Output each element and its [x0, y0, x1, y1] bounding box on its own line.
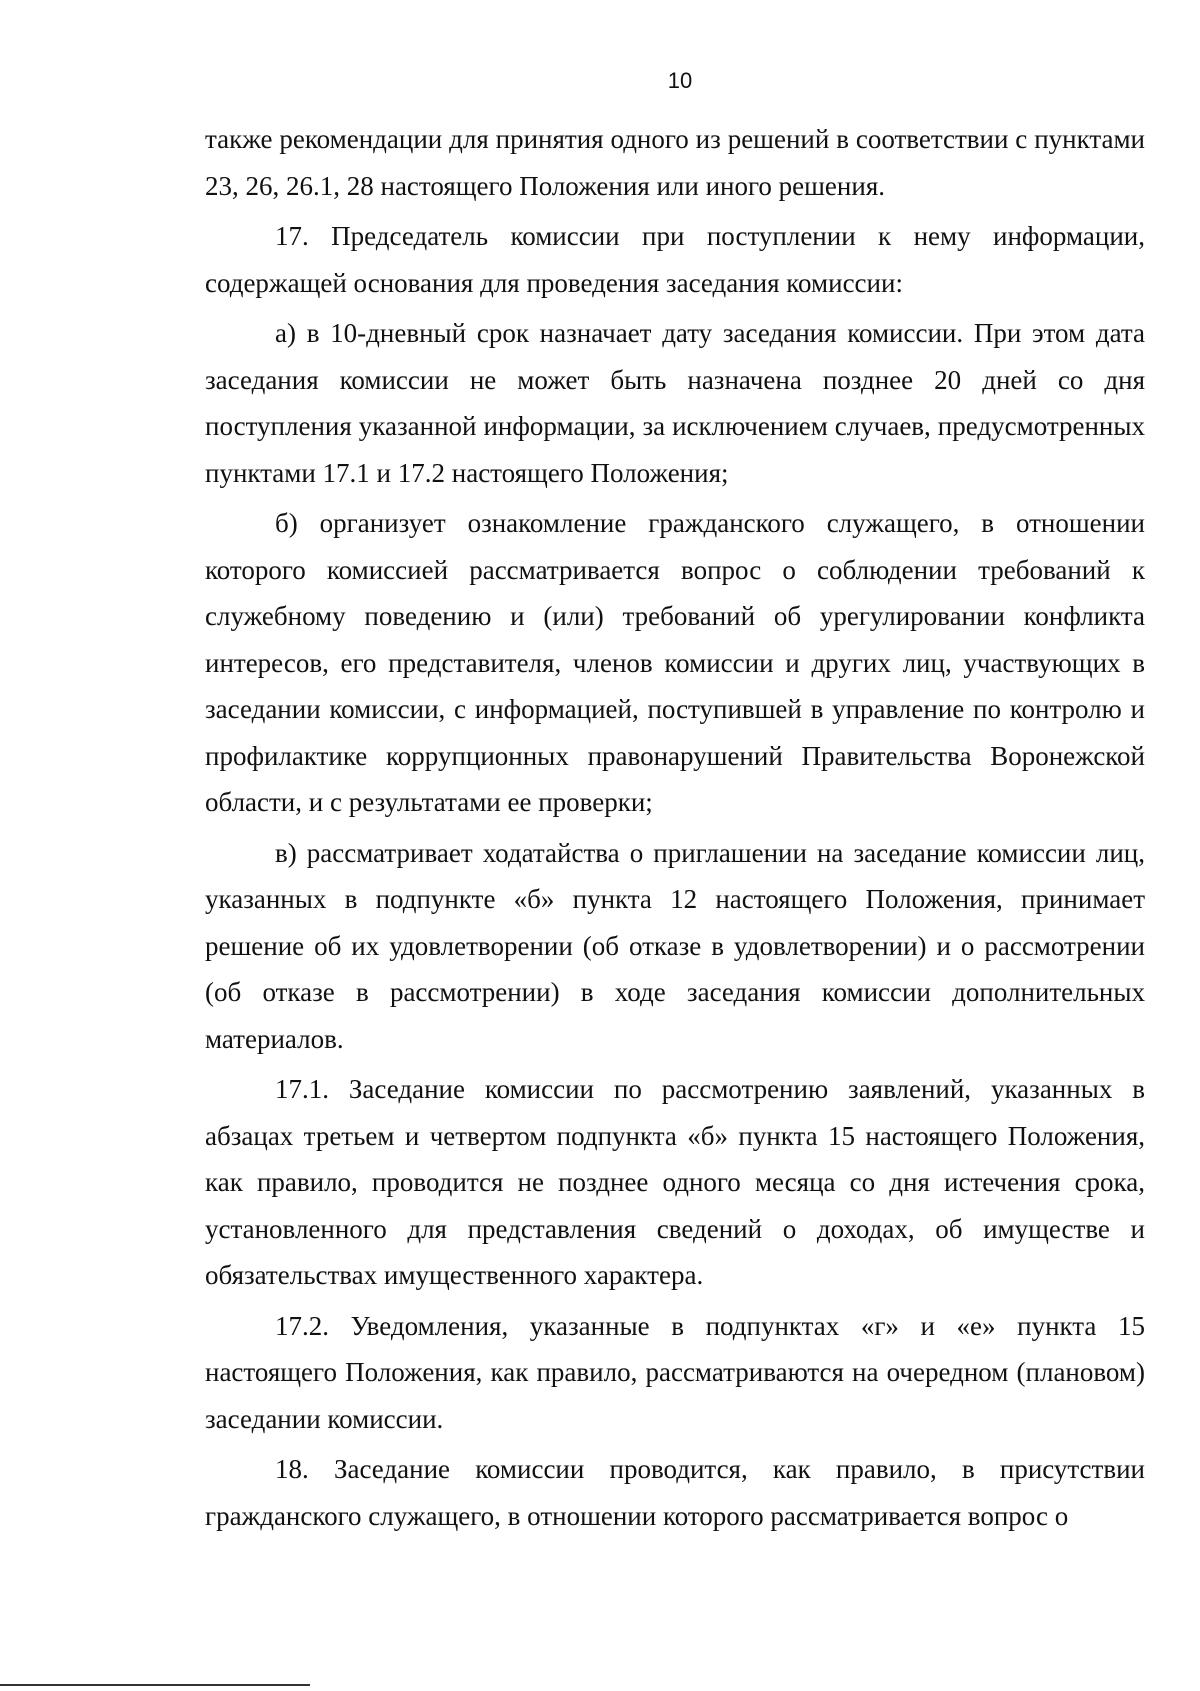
paragraph-17-v: в) рассматривает ходатайства о приглашении на заседание комиссии лиц, указанных в подпункте «б» пункта 12 настоящего Положения, принимает решение об их удовлетворении (об отказе в удовлетворении) и о рассмотрении (об отказе в рассмотрении) в ходе заседания комиссии дополнительных материалов.: [205, 837, 1145, 1054]
page-number: 10: [667, 68, 693, 93]
paragraph-17-1: 17.1. Заседание комиссии по рассмотрению заявлений, указанных в абзацах третьем и четвертом подпункта «б» пункта 15 настоящего Положения, как правило, проводится не позднее одного месяца со дня истечения срока, установленного для представления сведений о доходах, об имуществе и обязательствах имущественного характера.: [205, 1074, 1145, 1290]
paragraph-17-b: б) организует ознакомление гражданского служащего, в отношении которого комиссией рассматривается вопрос о соблюдении требований к служебному поведению и (или) требований об урегулировании конфликта интересов, его представителя, членов комиссии и других лиц, участвующих в заседании комиссии, с информацией, поступившей в управление по контролю и профилактике коррупционных правонарушений Правительства Воронежской области, и с результатами ее проверки;: [205, 508, 1145, 817]
paragraph-18: 18. Заседание комиссии проводится, как правило, в присутствии гражданского служащего, в отношении которого рассматривается вопрос о: [205, 1454, 1145, 1531]
paragraph-17-2: 17.2. Уведомления, указанные в подпунктах «г» и «е» пункта 15 настоящего Положения, как правило, рассматриваются на очередном (плановом) заседании комиссии.: [205, 1310, 1145, 1434]
paragraph-continuation: также рекомендации для принятия одного из решений в соответствии с пунктами 23, 26, 26.1, 28 настоящего Положения или иного решения.: [205, 124, 1145, 201]
paragraph-17: 17. Председатель комиссии при поступлении к нему информации, содержащей основания для проведения заседания комиссии:: [205, 221, 1145, 298]
document-body: [205, 116, 1145, 1539]
bottom-scan-rule: [0, 1684, 310, 1686]
paragraph-17-a: а) в 10-дневный срок назначает дату заседания комиссии. При этом дата заседания комиссии не может быть назначена позднее 20 дней со дня поступления указанной информации, за исключением случаев, предусмотренных пунктами 17.1 и 17.2 настоящего Положения;: [205, 318, 1145, 488]
